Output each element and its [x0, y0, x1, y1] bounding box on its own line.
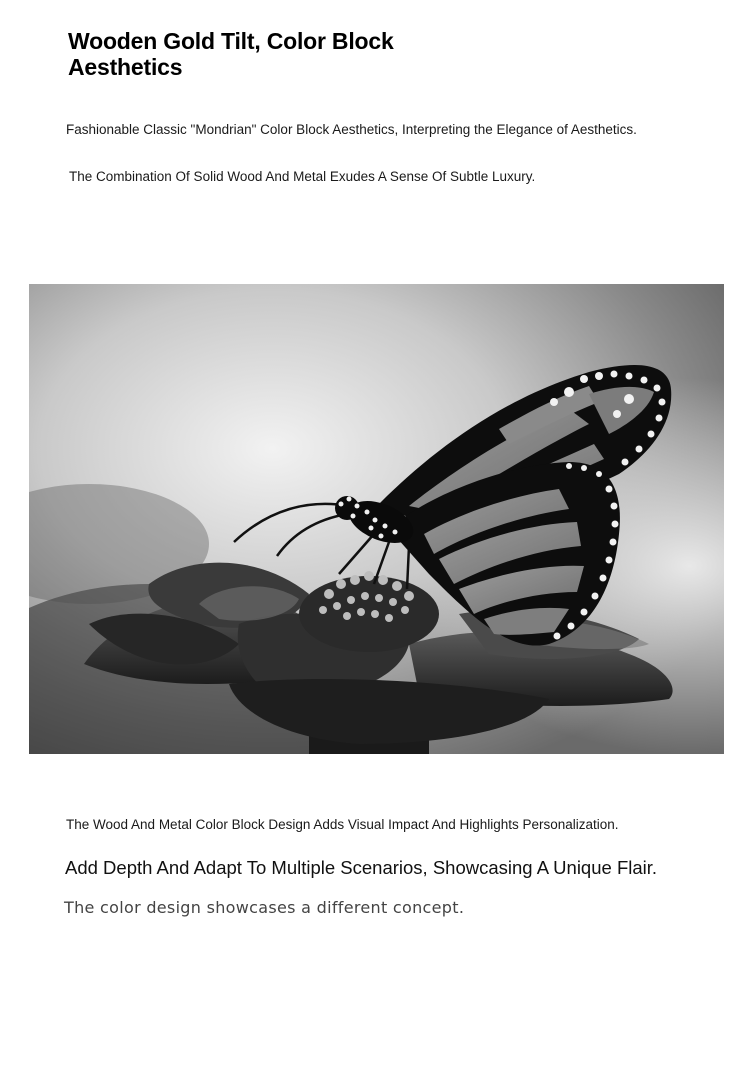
detail-text-line-1: The Wood And Metal Color Block Design Adds Visual Impact And Highlights Personalization. — [66, 817, 619, 832]
detail-text-line-2: Add Depth And Adapt To Multiple Scenarios, Showcasing A Unique Flair. — [65, 857, 658, 878]
intro-text-line-1: Fashionable Classic "Mondrian" Color Block Aesthetics, Interpreting the Elegance of Aesthetics. — [66, 122, 637, 137]
detail-text-line-3: The color design showcases a different concept. — [64, 898, 465, 917]
butterfly-photo — [29, 284, 724, 754]
page-title: Wooden Gold Tilt, Color Block Aesthetics — [68, 28, 394, 80]
intro-text-line-2: The Combination Of Solid Wood And Metal Exudes A Sense Of Subtle Luxury. — [69, 169, 536, 184]
butterfly-on-flower-image — [29, 284, 724, 754]
